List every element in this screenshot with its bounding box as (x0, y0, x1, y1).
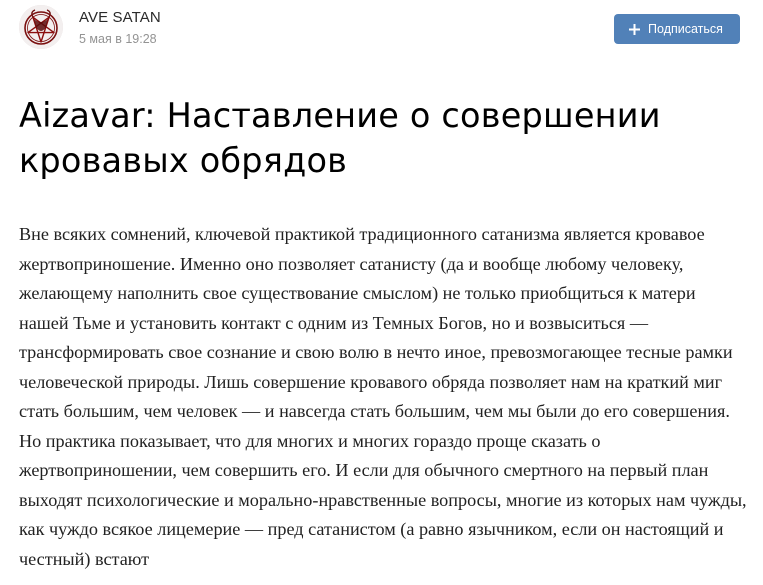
author-avatar[interactable] (19, 5, 63, 49)
author-name[interactable]: AVE SATAN (79, 9, 161, 26)
article-title: Aizavar: Наставление о совершении кровавых обрядов (19, 96, 661, 180)
pentagram-goat-icon (19, 5, 63, 49)
article-body (19, 220, 749, 574)
article-paragraph: Вне всяких сомнений, ключевой практикой традиционного сатанизма является кровавое жертвоприношение. Именно оно позволяет сатанисту (да и вообще любому человеку, желающему наполнить свое существование смыслом) не только приобщиться к матери нашей Тьме и установить контакт с одним из Темных Богов, но и возвыситься —трансформировать свое сознание и свою волю в нечто иное, превозмогающее тесные рамки человеческой природы. Лишь совершение кровавого обряда позволяет нам на краткий миг стать большим, чем человек — и навсегда стать большим, чем мы были до его совершения. Но практика показывает, что для многих и многих гораздо проще сказать о жертвоприношении, чем совершить его. И если для обычного смертного на первый план выходят психологические и морально-нравственные вопросы, многие из которых нам чужды, как чуждо всякое лицемерие — пред сатанистом (а равно язычником, если он настоящий и честный) встают (19, 224, 747, 569)
post-date[interactable]: 5 мая в 19:28 (79, 32, 157, 46)
subscribe-button[interactable] (614, 14, 740, 44)
plus-icon (629, 24, 640, 35)
author-header (0, 0, 763, 60)
subscribe-label: Подписаться (648, 22, 723, 36)
